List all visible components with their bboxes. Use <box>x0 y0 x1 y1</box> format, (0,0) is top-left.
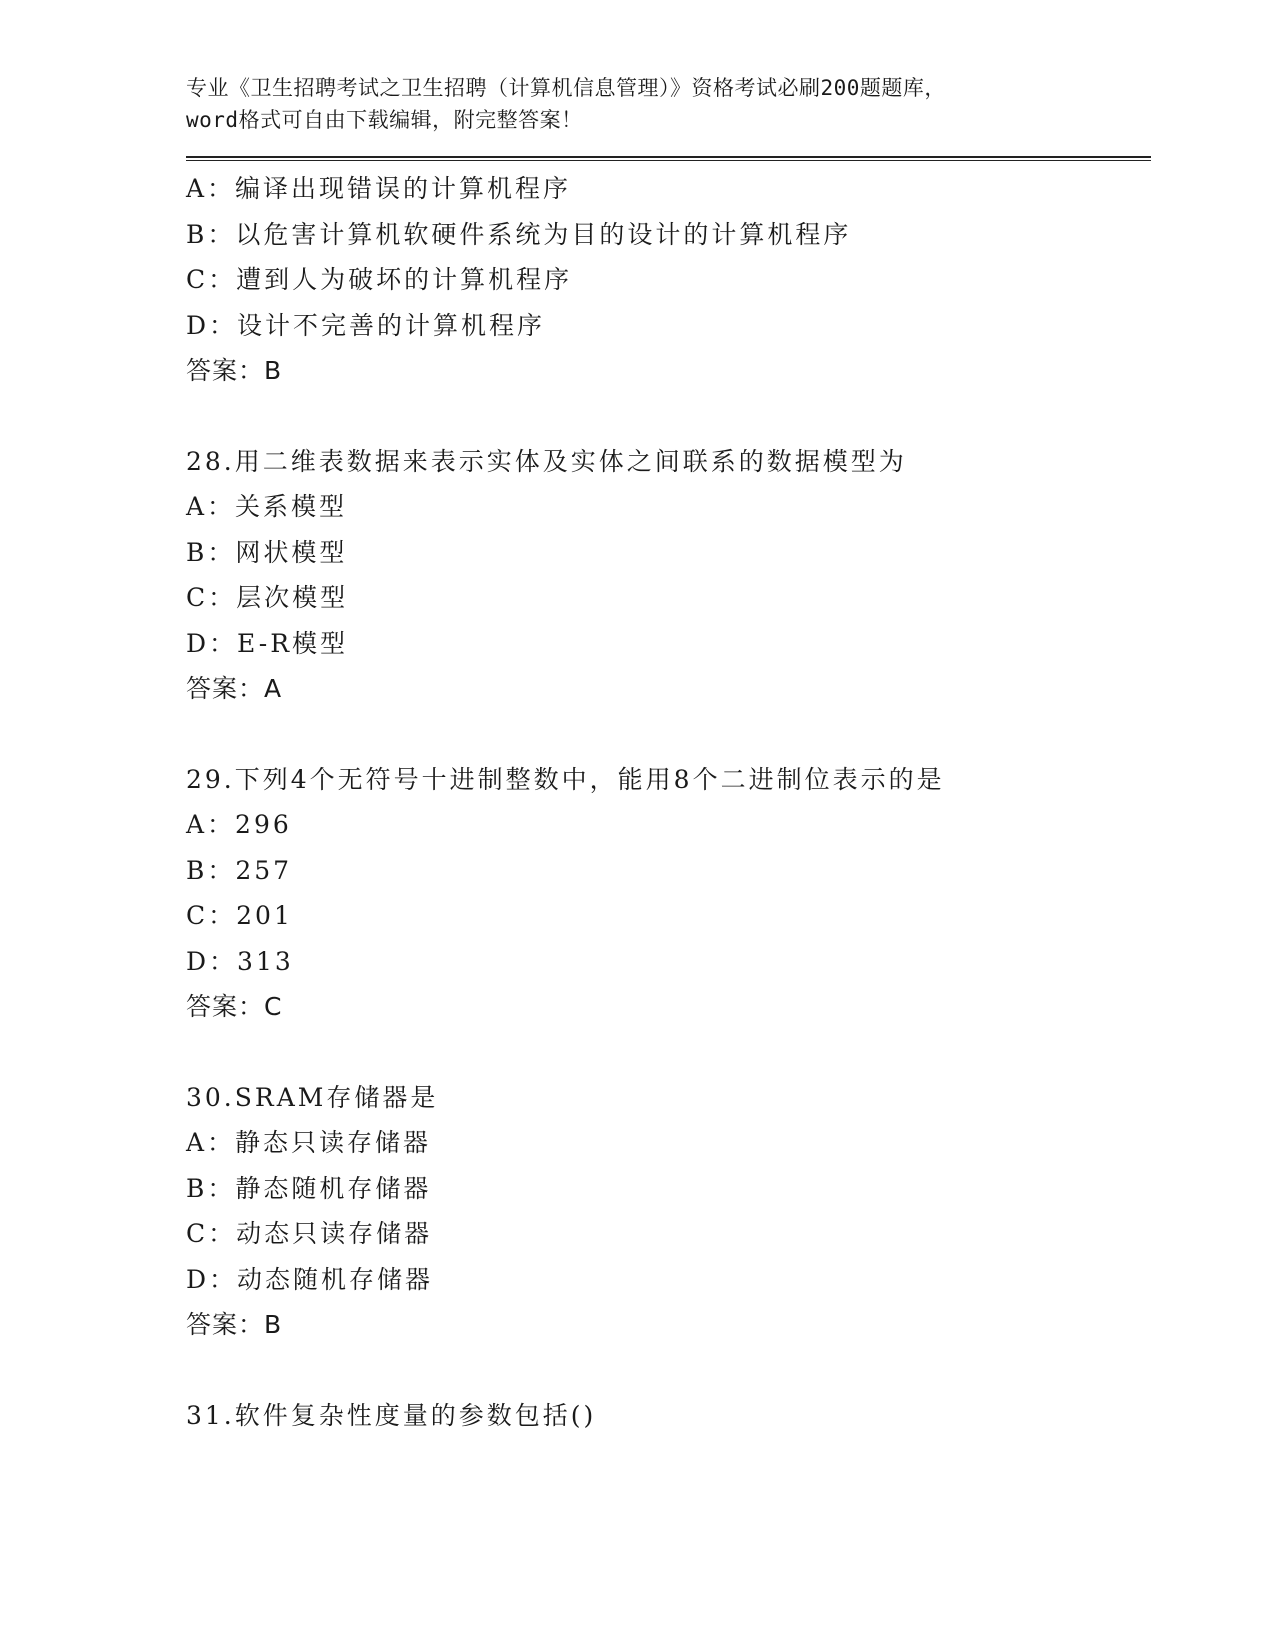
spacer <box>186 394 1151 439</box>
option-d: D：动态随机存储器 <box>186 1264 434 1294</box>
question-28 <box>186 439 1151 712</box>
question-text: 28.用二维表数据来表示实体及实体之间联系的数据模型为 <box>186 446 907 476</box>
spacer <box>186 1348 1151 1393</box>
option-d: D：313 <box>186 946 294 976</box>
spacer <box>186 1030 1151 1075</box>
answer: 答案：C <box>186 992 283 1021</box>
question-text: 31.软件复杂性度量的参数包括() <box>186 1400 597 1430</box>
question-27 <box>186 166 1151 394</box>
question-31 <box>186 1393 1151 1439</box>
answer: 答案：B <box>186 1310 283 1339</box>
option-c: C：动态只读存储器 <box>186 1219 433 1248</box>
question-text: 30.SRAM存储器是 <box>186 1082 439 1112</box>
answer: 答案：A <box>186 674 283 703</box>
option-b: B：以危害计算机软硬件系统为目的设计的计算机程序 <box>186 219 852 249</box>
option-a: A：静态只读存储器 <box>186 1128 432 1157</box>
header-divider <box>186 156 1151 161</box>
question-30 <box>186 1075 1151 1348</box>
question-text: 29.下列4个无符号十进制整数中，能用8个二进制位表示的是 <box>186 764 945 794</box>
option-a: A：296 <box>186 810 292 839</box>
option-d: D：设计不完善的计算机程序 <box>186 310 546 340</box>
option-c: C：201 <box>186 901 293 930</box>
option-a: A：编译出现错误的计算机程序 <box>186 174 572 203</box>
document-header <box>186 72 1151 136</box>
question-29 <box>186 757 1151 1030</box>
option-a: A：关系模型 <box>186 492 348 521</box>
document-page <box>186 72 1151 1438</box>
option-d: D：E-R模型 <box>186 628 349 658</box>
option-b: B：网状模型 <box>186 537 348 567</box>
option-c: C：遭到人为破坏的计算机程序 <box>186 265 573 294</box>
header-line-1: 专业《卫生招聘考试之卫生招聘（计算机信息管理）》资格考试必刷200题题库， <box>186 76 946 100</box>
spacer <box>186 712 1151 757</box>
option-b: B：静态随机存储器 <box>186 1173 432 1203</box>
option-c: C：层次模型 <box>186 583 349 612</box>
header-line-2: word格式可自由下载编辑，附完整答案！ <box>186 108 583 132</box>
question-list <box>186 166 1151 1438</box>
answer: 答案：B <box>186 356 283 385</box>
option-b: B：257 <box>186 855 293 885</box>
